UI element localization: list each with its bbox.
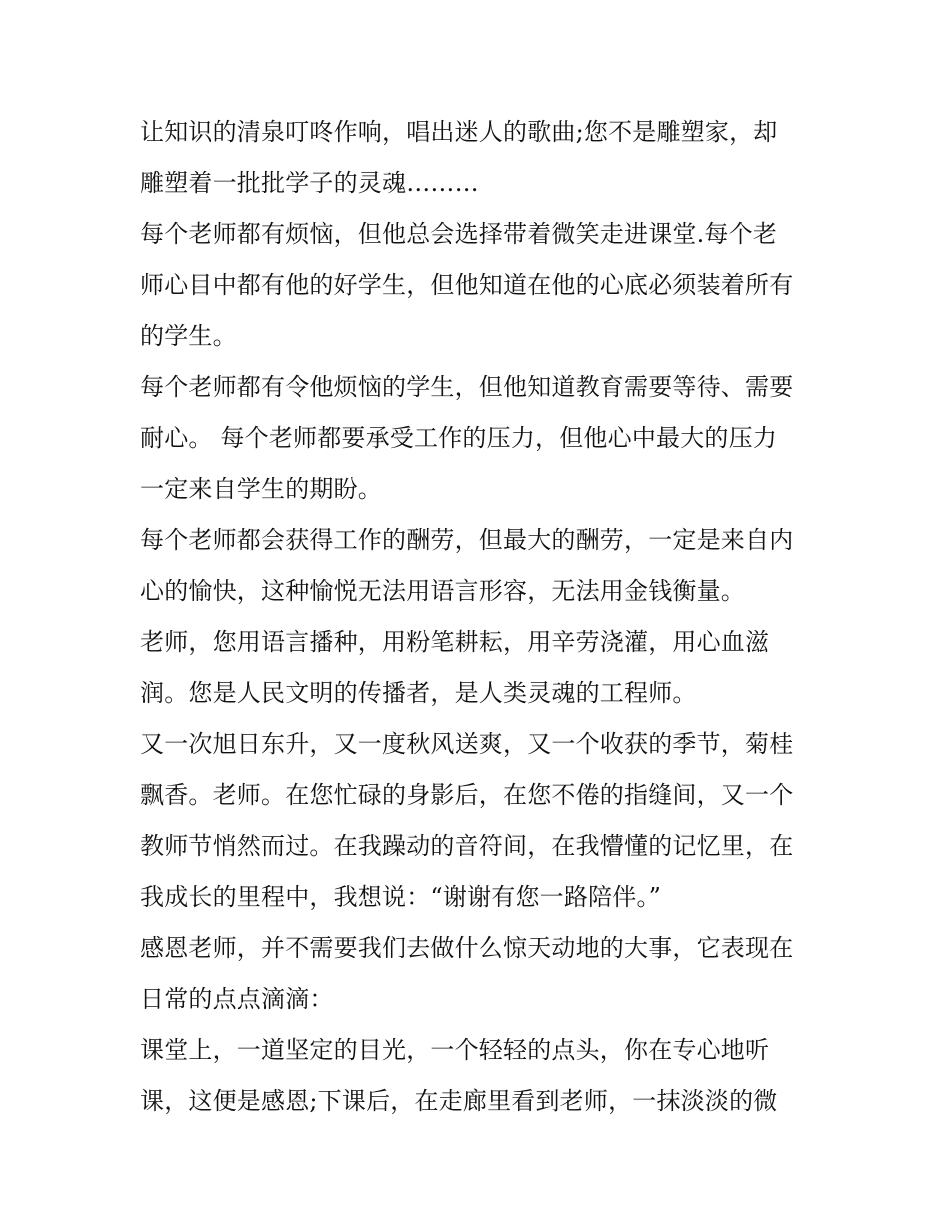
text-line: 每个老师都有烦恼，但他总会选择带着微笑走进课堂.每个老 — [140, 220, 778, 248]
text-line: 课堂上，一道坚定的目光，一个轻轻的点头，你在专心地听 — [140, 1036, 770, 1064]
text-line: 师心目中都有他的好学生，但他知道在他的心底必须装着所有 — [140, 271, 794, 299]
text-line: 感恩老师，并不需要我们去做什么惊天动地的大事，它表现在 — [140, 934, 794, 962]
text-line: 飘香。老师。在您忙碌的身影后，在您不倦的指缝间，又一个 — [140, 781, 794, 809]
text-line: 我成长的里程中，我想说：“谢谢有您一路陪伴。” — [140, 883, 662, 911]
text-line: 雕塑着一批批学子的灵魂……… — [140, 169, 479, 197]
text-line: 让知识的清泉叮咚作响，唱出迷人的歌曲;您不是雕塑家，却 — [140, 118, 778, 146]
text-line: 课，这便是感恩;下课后，在走廊里看到老师，一抹淡淡的微 — [140, 1087, 778, 1115]
text-line: 每个老师都有令他烦恼的学生，但他知道教育需要等待、需要 — [140, 373, 794, 401]
text-line: 老师，您用语言播种，用粉笔耕耘，用辛劳浇灌，用心血滋 — [140, 628, 770, 656]
text-line: 教师节悄然而过。在我躁动的音符间，在我懵懂的记忆里，在 — [140, 832, 794, 860]
text-line: 耐心。 每个老师都要承受工作的压力，但他心中最大的压力 — [140, 424, 778, 452]
text-line: 一定来自学生的期盼。 — [140, 475, 382, 503]
text-line: 又一次旭日东升，又一度秋风送爽，又一个收获的季节，菊桂 — [140, 730, 794, 758]
text-line: 润。您是人民文明的传播者，是人类灵魂的工程师。 — [140, 679, 697, 707]
text-line: 的学生。 — [140, 322, 237, 350]
text-line: 心的愉快，这种愉悦无法用语言形容，无法用金钱衡量。 — [140, 577, 745, 605]
document-body — [140, 107, 820, 1127]
text-line: 日常的点点滴滴： — [140, 985, 334, 1013]
text-line: 每个老师都会获得工作的酬劳，但最大的酬劳，一定是来自内 — [140, 526, 794, 554]
